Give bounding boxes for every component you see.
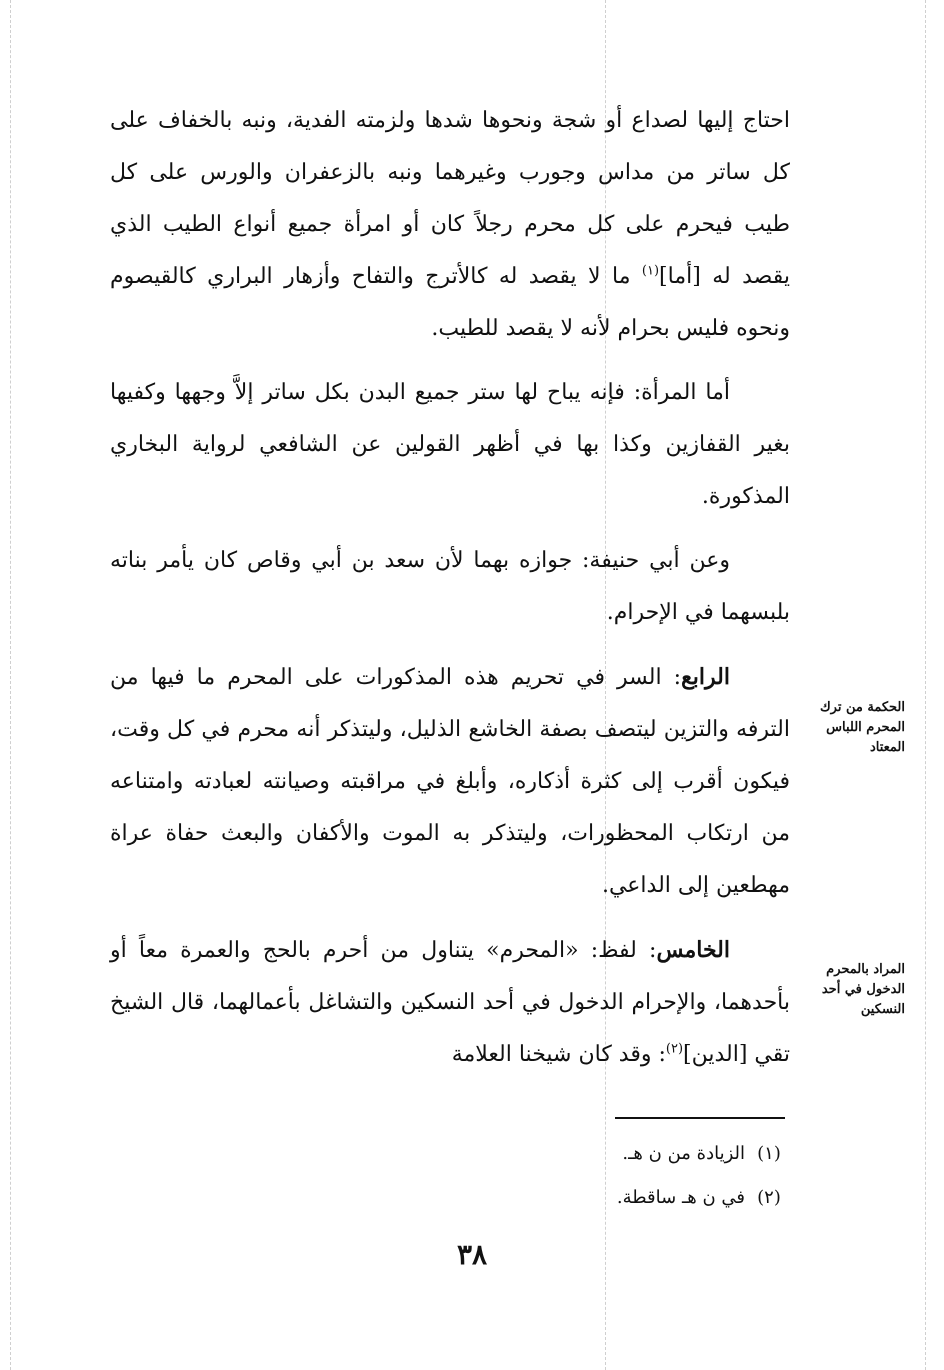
- paragraph-3: [110, 535, 790, 639]
- paragraph-1: [110, 95, 790, 355]
- paragraph-5: [110, 924, 790, 1081]
- paragraph-text: : وقد كان شيخنا العلامة: [451, 1042, 666, 1067]
- paragraph-text: ما لا يقصد له كالأترج والتفاح وأزهار البراري كالقيصوم ونحوه فليس بحرام لأنه لا يقصد للطيب.: [110, 264, 790, 341]
- page-body: [110, 95, 790, 1093]
- page-number: ٣٨: [456, 1238, 488, 1271]
- footnote-item: [430, 1176, 785, 1220]
- margin-notes: [795, 690, 905, 1110]
- paragraph-text: أما المرأة: فإنه يباح لها ستر جميع البدن بكل ساتر إلاَّ وجهها وكفيها بغير القفازين وكذا بها في أظهر القولين عن الشافعي لرواية البخاري المذكورة.: [110, 380, 790, 509]
- margin-note: الحكمة من ترك المحرم اللباس المعتاد: [819, 700, 905, 755]
- footnote-number: (١): [757, 1143, 781, 1164]
- paragraph-text: احتاج إليها لصداع أو شجة ونحوها شدها ولزمته الفدية، ونبه بالخفاف على كل ساتر من مداس وجورب وغيرهما ونبه بالزعفران والورس على كل طيب فيحرم على كل محرم رجلاً كان أو امرأة جميع أنواع الطيب الذي يقصد له [أما]: [110, 108, 790, 289]
- footnote-item: [430, 1132, 785, 1176]
- section-heading: الخامس: [656, 937, 730, 963]
- footnotes: [430, 1132, 785, 1220]
- paragraph-text: وعن أبي حنيفة: جوازه بهما لأن سعد بن أبي وقاص كان يأمر بناته بلبسهما في الإحرام.: [110, 548, 790, 625]
- scan-edge-line: [925, 0, 926, 1370]
- footnote-text: الزيادة من ن هـ.: [622, 1143, 745, 1164]
- section-heading: الرابع: [681, 664, 730, 690]
- paragraph-text: : السر في تحريم هذه المذكورات على المحرم ما فيها من الترفه والتزين ليتصف بصفة الخاشع الذليل، وليتذكر أنه محرم في كل وقت، فيكون أقرب إلى كثرة أذكاره، وأبلغ في مراقبته وصيانته لعبادته وامتناعه من ارتكاب المحظورات، وليتذكر به الموت والأكفان والبعث حفاة عراة مهطعين إلى الداعي.: [110, 665, 790, 898]
- margin-note: المراد بالمحرم الدخول في أحد النسكين: [821, 962, 905, 1017]
- footnote-reference: (٢): [665, 1041, 684, 1057]
- scan-edge-line: [10, 0, 11, 1370]
- footnote-number: (٢): [757, 1187, 781, 1208]
- paragraph-text: : لفظ: «المحرم» يتناول من أحرم بالحج والعمرة معاً أو بأحدهما، والإحرام الدخول في أحد النسكين والتشاغل بأعمالهما، قال الشيخ تقي [الدين]: [110, 938, 790, 1067]
- footnote-reference: (١): [641, 263, 660, 279]
- footnote-text: في ن هـ ساقطة.: [616, 1187, 745, 1208]
- footnote-separator: [615, 1117, 785, 1119]
- main-text: [110, 95, 790, 1081]
- paragraph-2: [110, 367, 790, 523]
- paragraph-4: [110, 651, 790, 912]
